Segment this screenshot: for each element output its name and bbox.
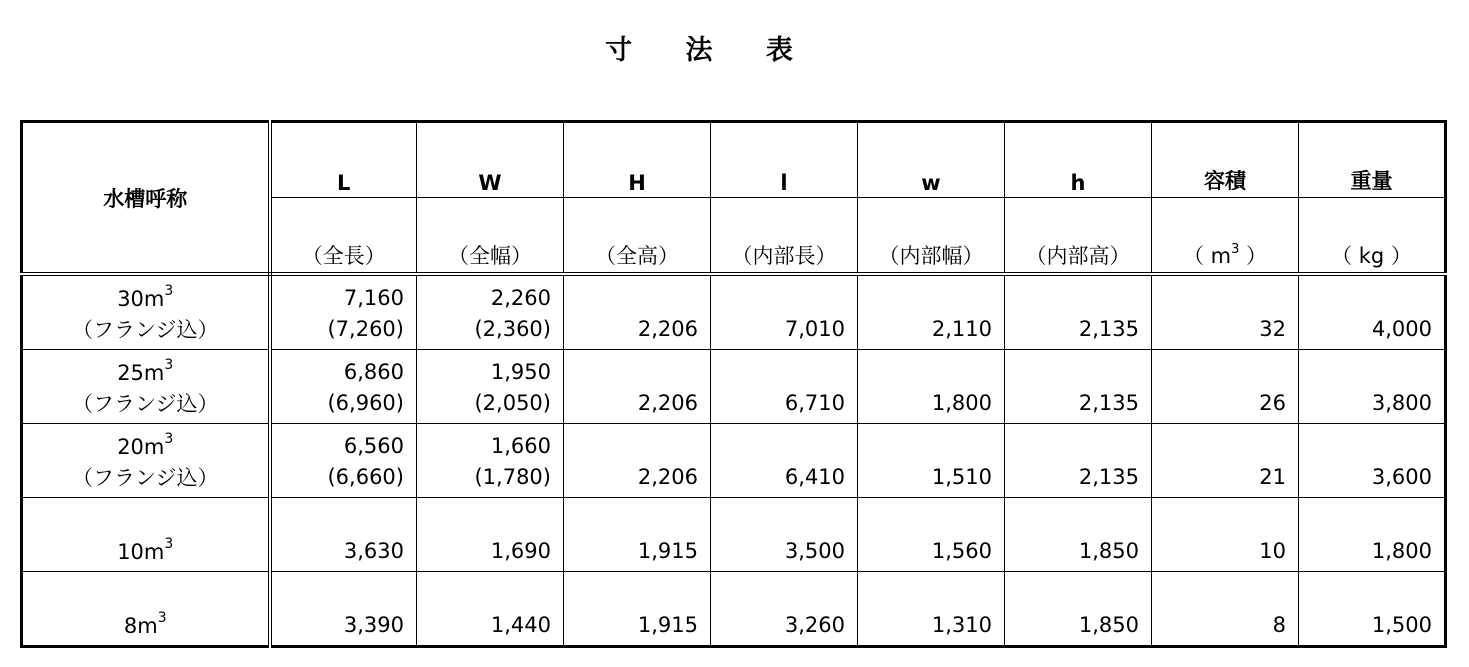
weight-cell bbox=[1299, 498, 1446, 572]
inner-height-value: 1,850 bbox=[1078, 539, 1139, 563]
length-value: 6,560 bbox=[343, 434, 404, 458]
length-cell bbox=[270, 424, 417, 498]
length-value: 6,860 bbox=[343, 360, 404, 384]
height-cell bbox=[564, 572, 711, 647]
header-symbol-weight: 重量 bbox=[1299, 122, 1446, 198]
inner-width-value: 1,510 bbox=[931, 465, 992, 489]
tank-name-sup: 3 bbox=[164, 431, 174, 447]
length-value: 3,630 bbox=[343, 539, 404, 563]
header-symbol-H: H bbox=[564, 122, 711, 198]
weight-cell bbox=[1299, 572, 1446, 647]
tank-name-note: （フランジ込） bbox=[72, 392, 219, 416]
inner-height-value: 1,850 bbox=[1078, 613, 1139, 637]
volume-value: 21 bbox=[1259, 465, 1286, 489]
dimension-table bbox=[20, 120, 1447, 648]
header-desc-weight: （ kg ） bbox=[1299, 198, 1446, 275]
inner-length-value: 3,260 bbox=[784, 613, 845, 637]
tank-name-text: 25m bbox=[117, 361, 165, 385]
table-row bbox=[22, 572, 1446, 647]
inner-length-cell bbox=[711, 572, 858, 647]
header-desc-w: （内部幅） bbox=[858, 198, 1005, 275]
header-desc-H: （全高） bbox=[564, 198, 711, 275]
header-desc-volume bbox=[1152, 198, 1299, 275]
tank-name bbox=[23, 279, 268, 315]
volume-cell bbox=[1152, 274, 1299, 350]
height-value: 2,206 bbox=[637, 391, 698, 415]
tank-name-sup: 3 bbox=[157, 610, 167, 626]
volume-unit-pre: （ m bbox=[1182, 244, 1232, 268]
table-row bbox=[22, 498, 1446, 572]
weight-value: 3,800 bbox=[1371, 391, 1432, 415]
header-desc-W: （全幅） bbox=[417, 198, 564, 275]
width-value: 1,660 bbox=[490, 434, 551, 458]
inner-width-cell bbox=[858, 424, 1005, 498]
weight-value: 1,800 bbox=[1371, 539, 1432, 563]
volume-unit-post: ） bbox=[1239, 244, 1268, 268]
width-cell bbox=[417, 350, 564, 424]
tank-name-text: 10m bbox=[117, 540, 165, 564]
table-row bbox=[22, 424, 1446, 498]
inner-width-cell bbox=[858, 350, 1005, 424]
inner-height-value: 2,135 bbox=[1078, 317, 1139, 341]
length-cell bbox=[270, 350, 417, 424]
width-value: 1,690 bbox=[490, 539, 551, 563]
inner-length-cell bbox=[711, 274, 858, 350]
inner-height-cell bbox=[1005, 498, 1152, 572]
tank-name bbox=[23, 427, 268, 463]
header-desc-h: （内部高） bbox=[1005, 198, 1152, 275]
inner-width-cell bbox=[858, 274, 1005, 350]
inner-width-value: 1,310 bbox=[931, 613, 992, 637]
width-value: 1,440 bbox=[490, 613, 551, 637]
weight-value: 4,000 bbox=[1371, 317, 1432, 341]
inner-width-cell bbox=[858, 572, 1005, 647]
volume-value: 8 bbox=[1272, 613, 1286, 637]
weight-cell bbox=[1299, 274, 1446, 350]
volume-value: 26 bbox=[1259, 391, 1286, 415]
height-value: 1,915 bbox=[637, 539, 698, 563]
tank-name-sup: 3 bbox=[164, 357, 174, 373]
volume-value: 32 bbox=[1259, 317, 1286, 341]
header-symbol-W: W bbox=[417, 122, 564, 198]
length-value: 7,160 bbox=[343, 286, 404, 310]
tank-name-cell bbox=[22, 350, 270, 424]
volume-cell bbox=[1152, 498, 1299, 572]
width-cell bbox=[417, 424, 564, 498]
tank-name-cell bbox=[22, 424, 270, 498]
length-cell bbox=[270, 572, 417, 647]
inner-height-value: 2,135 bbox=[1078, 391, 1139, 415]
height-value: 1,915 bbox=[637, 613, 698, 637]
height-cell bbox=[564, 424, 711, 498]
width-cell bbox=[417, 498, 564, 572]
header-desc-l: （内部長） bbox=[711, 198, 858, 275]
tank-name-text: 8m bbox=[123, 614, 158, 638]
tank-name-note: （フランジ込） bbox=[72, 466, 219, 490]
tank-name bbox=[23, 606, 268, 642]
weight-value: 1,500 bbox=[1371, 613, 1432, 637]
weight-value: 3,600 bbox=[1371, 465, 1432, 489]
tank-name-text: 30m bbox=[117, 287, 165, 311]
inner-height-value: 2,135 bbox=[1078, 465, 1139, 489]
weight-cell bbox=[1299, 424, 1446, 498]
header-symbol-h: h bbox=[1005, 122, 1152, 198]
tank-name-cell bbox=[22, 572, 270, 647]
tank-name bbox=[23, 353, 268, 389]
length-flange-value: (7,260) bbox=[327, 317, 404, 341]
header-symbol-l: l bbox=[711, 122, 858, 198]
inner-height-cell bbox=[1005, 350, 1152, 424]
page-title: 寸 法 表 bbox=[605, 35, 815, 66]
tank-name-cell bbox=[22, 498, 270, 572]
tank-name-cell bbox=[22, 274, 270, 350]
inner-height-cell bbox=[1005, 572, 1152, 647]
volume-value: 10 bbox=[1259, 539, 1286, 563]
table-row bbox=[22, 274, 1446, 350]
inner-width-value: 1,800 bbox=[931, 391, 992, 415]
width-flange-value: (2,050) bbox=[474, 391, 551, 415]
header-desc-L: （全長） bbox=[270, 198, 417, 275]
header-tank-name: 水槽呼称 bbox=[22, 122, 270, 275]
tank-name-sup: 3 bbox=[164, 536, 174, 552]
table-row bbox=[22, 350, 1446, 424]
inner-width-cell bbox=[858, 498, 1005, 572]
inner-width-value: 2,110 bbox=[931, 317, 992, 341]
header-symbol-L: L bbox=[270, 122, 417, 198]
length-value: 3,390 bbox=[343, 613, 404, 637]
inner-width-value: 1,560 bbox=[931, 539, 992, 563]
volume-cell bbox=[1152, 572, 1299, 647]
inner-height-cell bbox=[1005, 274, 1152, 350]
volume-cell bbox=[1152, 424, 1299, 498]
height-value: 2,206 bbox=[637, 317, 698, 341]
width-cell bbox=[417, 274, 564, 350]
height-cell bbox=[564, 350, 711, 424]
inner-length-cell bbox=[711, 498, 858, 572]
header-symbol-volume: 容積 bbox=[1152, 122, 1299, 198]
inner-length-value: 6,410 bbox=[784, 465, 845, 489]
inner-length-value: 7,010 bbox=[784, 317, 845, 341]
width-value: 2,260 bbox=[490, 286, 551, 310]
width-flange-value: (2,360) bbox=[474, 317, 551, 341]
height-cell bbox=[564, 498, 711, 572]
volume-unit-sup: 3 bbox=[1231, 242, 1240, 257]
tank-name-note: （フランジ込） bbox=[72, 318, 219, 342]
length-flange-value: (6,960) bbox=[327, 391, 404, 415]
inner-length-value: 6,710 bbox=[784, 391, 845, 415]
inner-height-cell bbox=[1005, 424, 1152, 498]
height-cell bbox=[564, 274, 711, 350]
inner-length-cell bbox=[711, 424, 858, 498]
tank-name-text: 20m bbox=[117, 435, 165, 459]
tank-name-sup: 3 bbox=[164, 283, 174, 299]
width-value: 1,950 bbox=[490, 360, 551, 384]
inner-length-value: 3,500 bbox=[784, 539, 845, 563]
volume-cell bbox=[1152, 350, 1299, 424]
length-cell bbox=[270, 498, 417, 572]
length-flange-value: (6,660) bbox=[327, 465, 404, 489]
header-row-symbols bbox=[22, 122, 1446, 198]
width-cell bbox=[417, 572, 564, 647]
weight-cell bbox=[1299, 350, 1446, 424]
inner-length-cell bbox=[711, 350, 858, 424]
height-value: 2,206 bbox=[637, 465, 698, 489]
header-symbol-w: w bbox=[858, 122, 1005, 198]
length-cell bbox=[270, 274, 417, 350]
width-flange-value: (1,780) bbox=[474, 465, 551, 489]
tank-name bbox=[23, 532, 268, 568]
